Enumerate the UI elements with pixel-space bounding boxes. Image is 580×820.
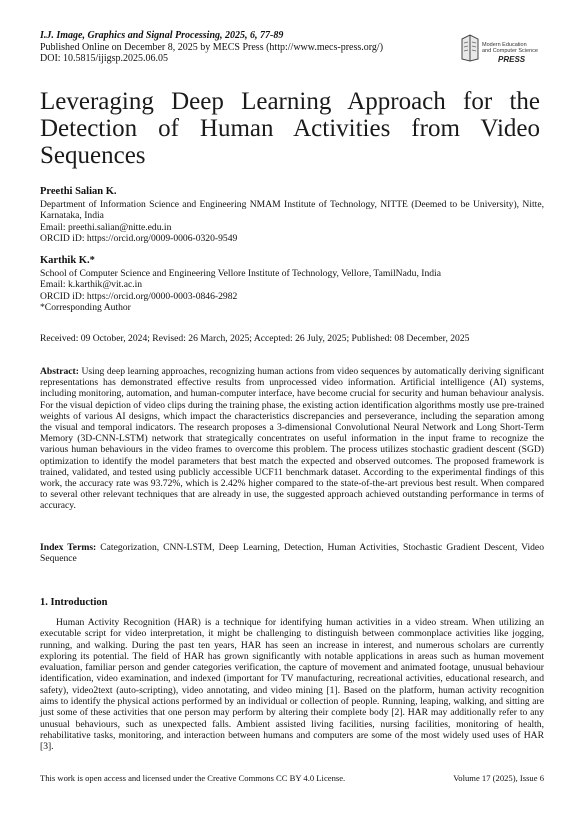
author-block-2: [40, 255, 544, 313]
author-orcid: ORCID iD: https://orcid.org/0009-0006-0320-9549: [40, 232, 238, 244]
author-email: Email: preethi.salian@nitte.edu.in: [40, 221, 172, 233]
logo-press: PRESS: [498, 55, 526, 64]
author-name: Karthik K.*: [40, 255, 95, 266]
abstract-text: Using deep learning approaches, recognizing human actions from video sequences by automatically deriving significant representations has demonstrated effective results from unprocessed video information. Artificial intelligence (AI) systems, including monitoring, automation, and human-computer interface, have become crucial for security and human behaviour analysis. For the visual depiction of video clips during the training phase, the existing action identification algorithms mostly use pre-trained weights of various AI designs, which impact the characteristics discrepancies and perseverance, including the separation among the visual and temporal indicators. The research proposes a 3-dimensional Convolutional Neural Network and Long Short-Term Memory (3D-CNN-LSTM) network that strategically concentrates on useful information in the input frame to recognize the various human behaviours in the video frames to overcome this problem. The process utilizes stochastic gradient descent (SGD) optimization to identify the model parameters that best match the expected and observed outcomes. The proposed framework is trained, validated, and tested using publicly accessible UCF11 benchmark dataset. According to the experimental findings of this work, the accuracy rate was 93.72%, which is 2.42% higher compared to the state-of-the-art previous best result. When compared to several other relevant techniques that are already in use, the suggested approach achieved outstanding performance in terms of accuracy.: [40, 366, 544, 512]
book-logo-icon: [460, 33, 480, 63]
index-terms-text: Categorization, CNN-LSTM, Deep Learning, Detection, Human Activities, Stochastic Gradient Descent, Video Sequence: [40, 542, 544, 565]
publication-dates: Received: 09 October, 2024; Revised: 26 March, 2025; Accepted: 26 July, 2025; Published: 08 December, 2025: [40, 333, 470, 344]
page-footer: [40, 773, 544, 783]
abstract: [40, 366, 544, 512]
intro-paragraph: Human Activity Recognition (HAR) is a technique for identifying human activities in a video stream. When utilizing an executable script for video interpretation, it might be challenging to distinguish between commonplace activities like jogging, running, and walking. During the past ten years, HAR has seen an increase in interest, and numerous scholars are currently exploring its potential. The field of HAR has grown significantly with notable applications in areas such as human movement evaluation, familiar person and gender categories verification, the capture of movement and animated footage, unusual behaviour identification, video examination, and indexed (important for TV manufacturing, recreational activities, educational research, and safety), video2text (auto-scripting), video annotating, and video mining [1]. Based on the platform, human activity recognition aims to identify the physical actions performed by an individual or collection of people. Running, leaping, walking, and sitting are just some of these activities that one person may perform by altering their complete body [2]. HAR may additionally refer to any unusual behaviours, such as unexpected falls. Ambient assisted living facilities, nursing facilities, monitoring of health, rehabilitative tasks, monitoring, and interaction between humans and computers are some of the most widely used uses of HAR [3].: [40, 617, 544, 753]
mecs-press-logo: [460, 33, 550, 67]
publication-line: Published Online on December 8, 2025 by MECS Press (http://www.mecs-press.org/): [40, 41, 384, 53]
author-affiliation: School of Computer Science and Engineering Vellore Institute of Technology, Vellore, TamilNadu, India: [40, 268, 441, 280]
logo-line-2: and Computer Science: [482, 48, 538, 54]
index-terms: [40, 542, 544, 564]
journal-header: [40, 30, 383, 65]
author-affiliation: Department of Information Science and Engineering NMAM Institute of Technology, NITTE (Deemed to be University), Nitte, Karnataka, India: [40, 199, 544, 222]
author-email: Email: k.karthik@vit.ac.in: [40, 279, 143, 291]
volume-issue: Volume 17 (2025), Issue 6: [453, 773, 544, 783]
index-terms-label: Index Terms:: [40, 542, 97, 553]
corresponding-note: *Corresponding Author: [40, 301, 131, 313]
license-note: This work is open access and licensed under the Creative Commons CC BY 4.0 License.: [40, 773, 346, 783]
journal-citation: I.J. Image, Graphics and Signal Processing, 2025, 6, 77-89: [40, 30, 284, 41]
author-block-1: [40, 186, 544, 244]
logo-line-1: Modern Education: [482, 42, 527, 48]
doi-line: DOI: 10.5815/ijigsp.2025.06.05: [40, 53, 169, 64]
author-orcid: ORCID iD: https://orcid.org/0000-0003-0846-2982: [40, 290, 238, 302]
abstract-label: Abstract:: [40, 366, 79, 377]
section-heading: 1. Introduction: [40, 597, 108, 608]
paper-title: Leveraging Deep Learning Approach for the Detection of Human Activities from Video Sequences: [40, 88, 540, 169]
logo-text: [482, 42, 538, 54]
author-name: Preethi Salian K.: [40, 186, 117, 197]
